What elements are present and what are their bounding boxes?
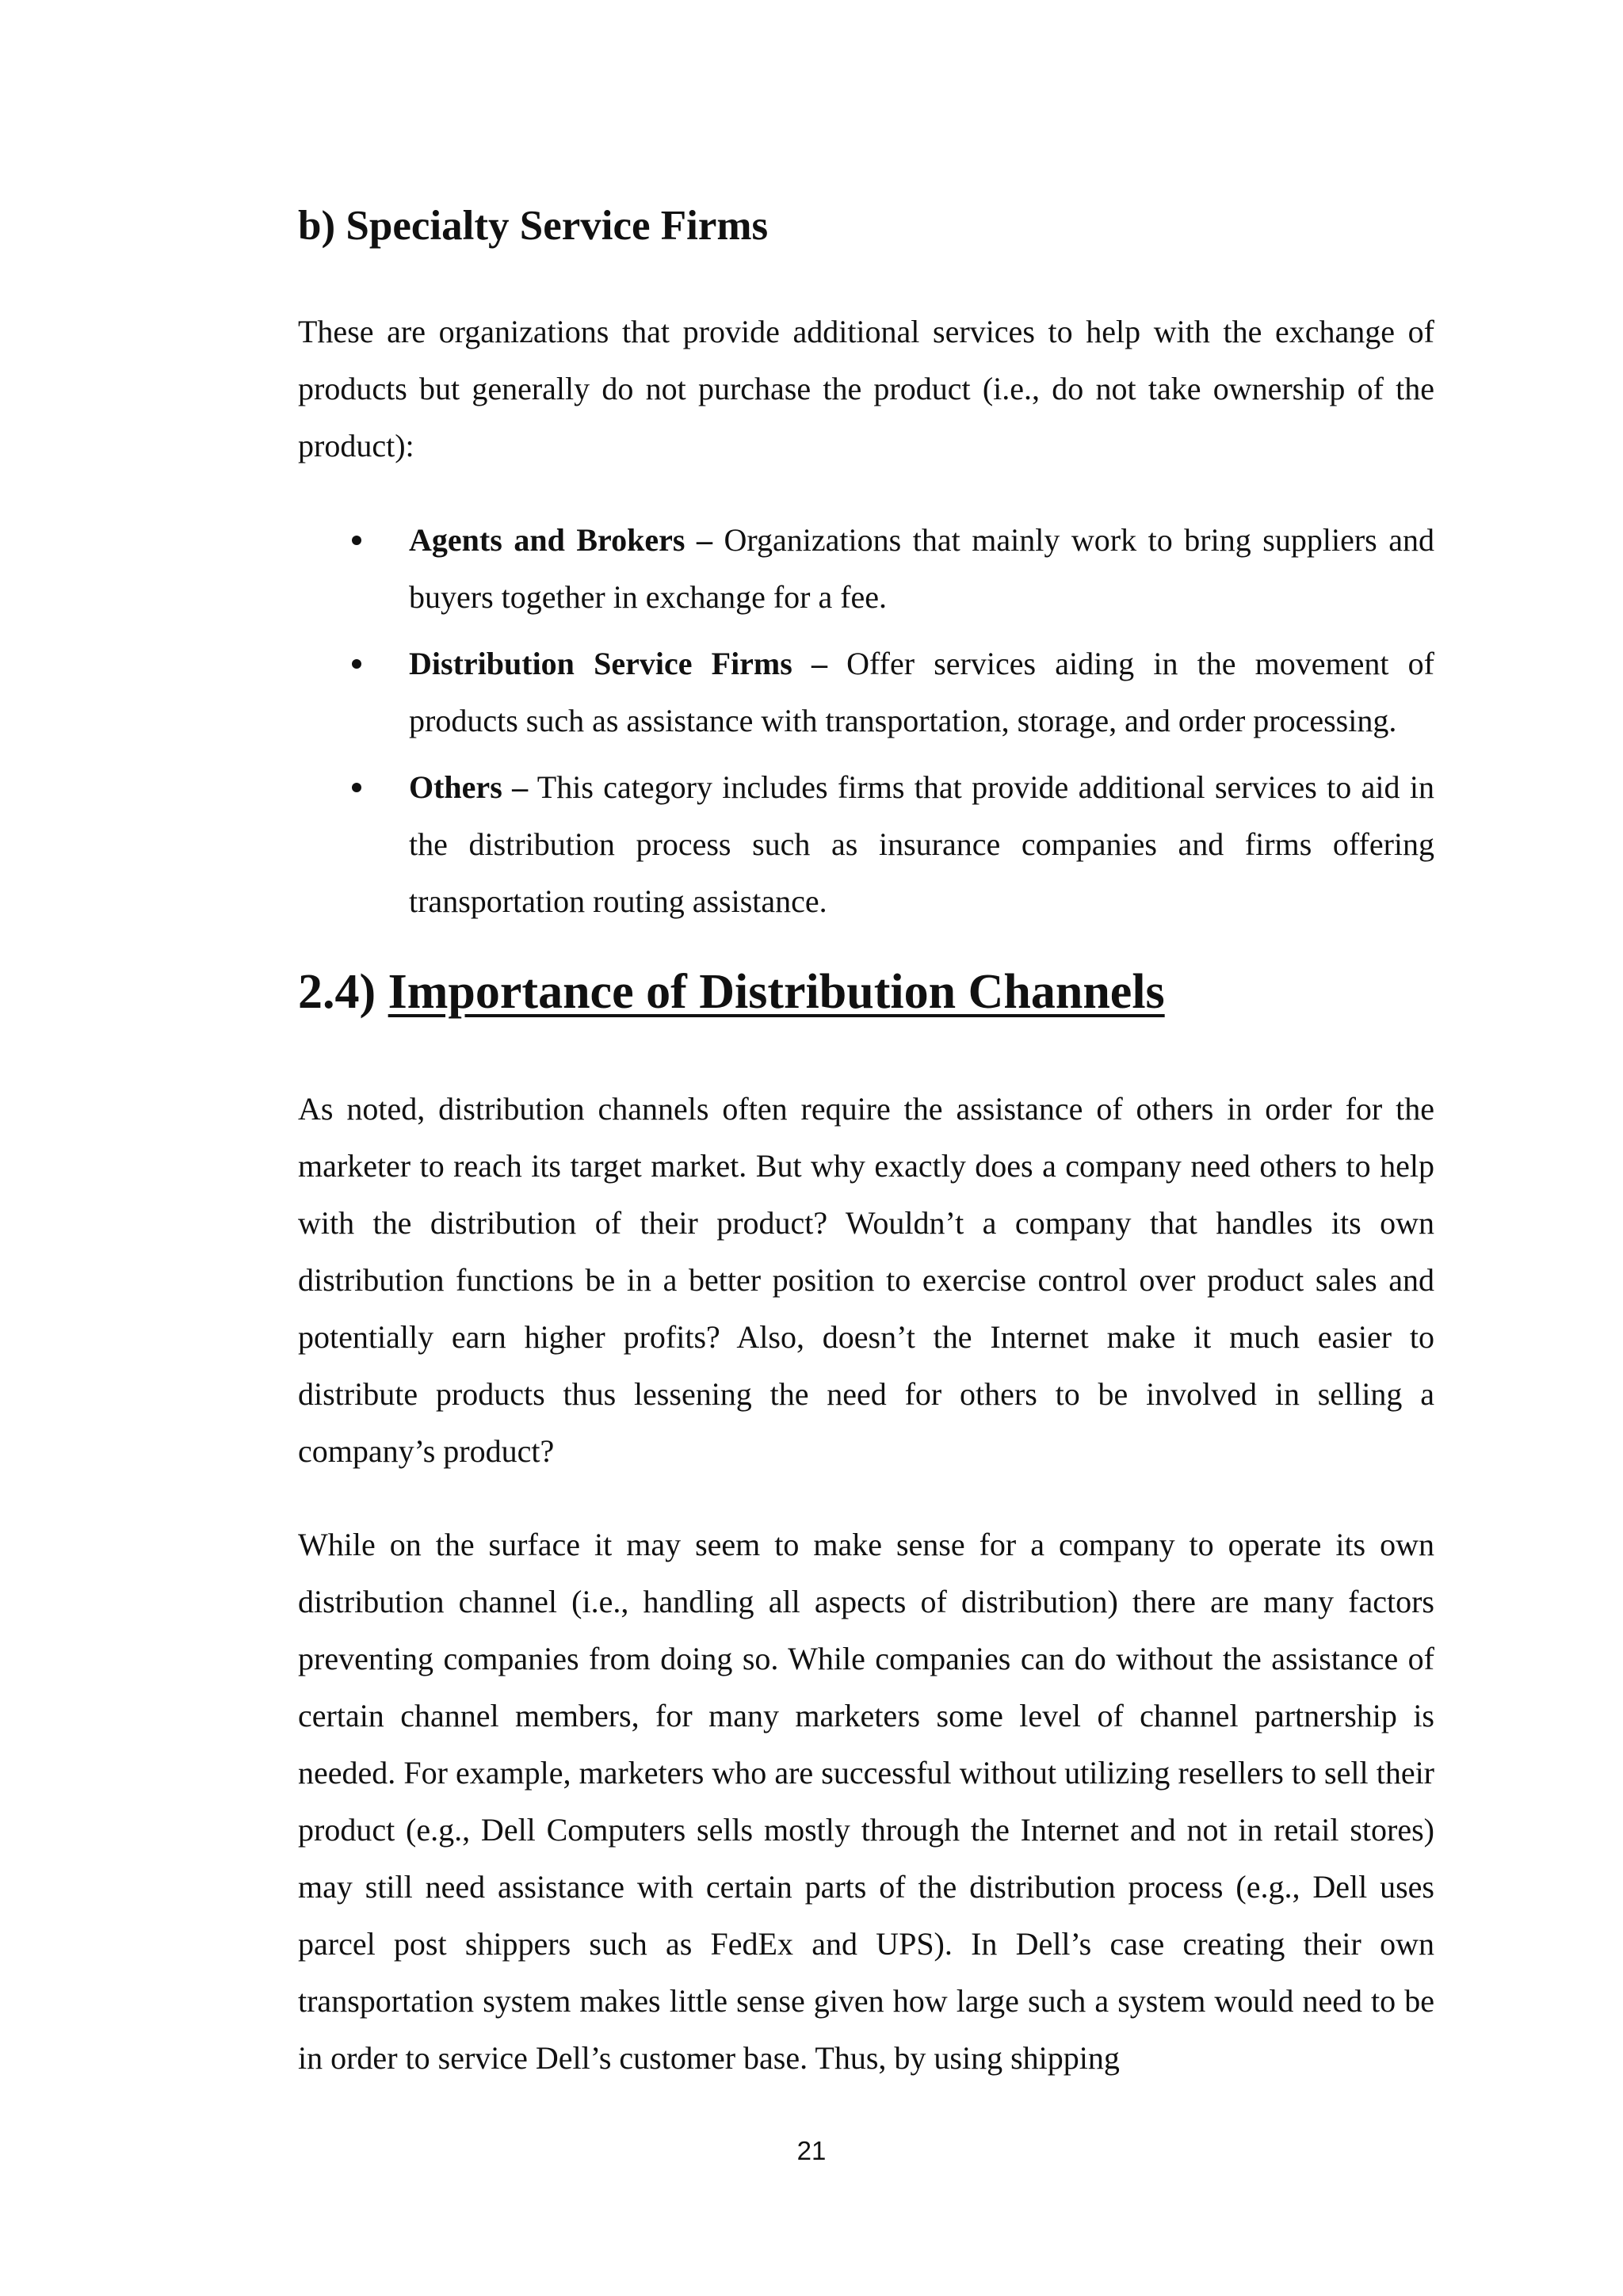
- bullet-icon: [352, 783, 361, 792]
- body-paragraph: As noted, distribution channels often require the assistance of others in order for the marketer to reach its target market. But why exactly does a company need others to help with the distribution of their product? Wouldn’t a company that handles its own distribution functions be in a better position to exercise control over product sales and potentially earn higher profits? Also, doesn’t the Internet make it much easier to distribute products thus lessening the need for others to be involved in selling a company’s product?: [298, 1091, 1434, 1469]
- bullet-term: Agents and Brokers –: [409, 522, 712, 558]
- bullet-item-agents-brokers: [298, 512, 1434, 626]
- intro-paragraph: These are organizations that provide additional services to help with the exchange of products but generally do not purchase the product (i.e., do not take ownership of the product):: [298, 314, 1434, 463]
- bullet-icon: [352, 536, 361, 545]
- bullet-term: Others –: [409, 769, 529, 805]
- bullet-text: Offer services aiding in the movement of products such as assistance with transportation, storage, and order processing.: [409, 646, 1434, 738]
- subheading-specialty-service-firms: b) Specialty Service Firms: [298, 203, 769, 249]
- section-number: 2.4): [298, 965, 376, 1019]
- section-heading: [298, 960, 1165, 1024]
- bullet-list: [298, 512, 1434, 940]
- bullet-term: Distribution Service Firms –: [409, 646, 827, 681]
- bullet-item-others: [298, 759, 1434, 930]
- bullet-item-distribution-service-firms: [298, 635, 1434, 749]
- section-title: Importance of Distribution Channels: [388, 965, 1165, 1019]
- page-number: 21: [796, 2136, 827, 2165]
- bullet-text: This category includes firms that provide additional services to aid in the distribution process such as insurance companies and firms offering transportation routing assistance.: [409, 769, 1434, 919]
- bullet-text: Organizations that mainly work to bring suppliers and buyers together in exchange for a fee.: [409, 522, 1435, 615]
- body-paragraph: While on the surface it may seem to make sense for a company to operate its own distribution channel (i.e., handling all aspects of distribution) there are many factors preventing companies from doing so. While companies can do without the assistance of certain channel members, for many marketers some level of channel partnership is needed. For example, marketers who are successful without utilizing resellers to sell their product (e.g., Dell Computers sells mostly through the Internet and not in retail stores) may still need assistance with certain parts of the distribution process (e.g., Dell uses parcel post shippers such as FedEx and UPS). In Dell’s case creating their own transportation system makes little sense given how large such a system would need to be in order to service Dell’s customer base. Thus, by using shipping: [298, 1527, 1434, 2076]
- bullet-icon: [352, 659, 361, 669]
